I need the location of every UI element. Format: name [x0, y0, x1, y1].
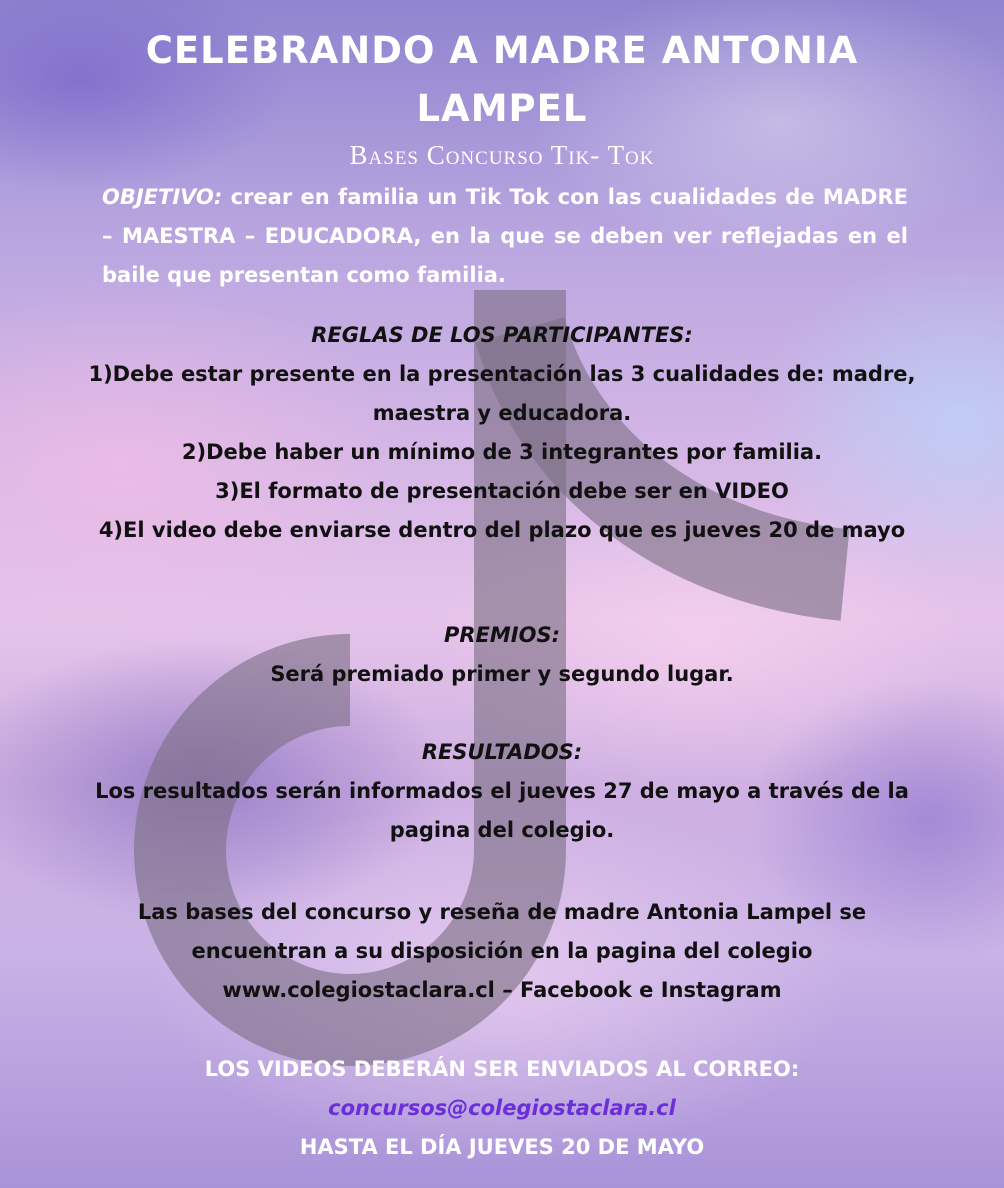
premios-heading: PREMIOS:	[444, 623, 560, 647]
page-subtitle: Bases Concurso Tik- Tok	[349, 140, 655, 170]
page-title: CELEBRANDO A MADRE ANTONIA LAMPEL	[145, 29, 859, 130]
footer-section	[60, 1050, 944, 1167]
reglas-section	[60, 316, 944, 550]
objetivo-text: crear en familia un Tik Tok con las cualidades de MADRE – MAESTRA – EDUCADORA, en la que se deben ver reflejadas en el baile que presentan como familia.	[102, 185, 908, 287]
reglas-heading: REGLAS DE LOS PARTICIPANTES:	[311, 323, 693, 347]
contact-email-link[interactable]: concursos@colegiostaclara.cl	[328, 1096, 676, 1120]
resultados-text: Los resultados serán informados el jueves 27 de mayo a través de la pagina del colegio.	[95, 779, 909, 842]
bases-section	[60, 893, 944, 1010]
regla-item-4: 4)El video debe enviarse dentro del plazo que es jueves 20 de mayo	[98, 518, 906, 542]
objetivo-paragraph	[102, 178, 908, 295]
objetivo-label: OBJETIVO:	[102, 185, 223, 209]
regla-item-1: 1)Debe estar presente en la presentación las 3 cualidades de: madre, maestra y educadora.	[88, 362, 916, 425]
bases-info-text: Las bases del concurso y reseña de madre Antonia Lampel se encuentran a su disposición en la pagina del colegio www.colegiostaclara.cl – Facebook e Instagram	[137, 900, 867, 1002]
footer-line-3: HASTA EL DÍA JUEVES 20 DE MAYO	[299, 1135, 705, 1159]
premios-section	[60, 616, 944, 694]
premios-text: Será premiado primer y segundo lugar.	[270, 662, 734, 686]
resultados-section	[60, 733, 944, 850]
footer-line-1: LOS VIDEOS DEBERÁN SER ENVIADOS AL CORREO:	[204, 1057, 800, 1081]
regla-item-3: 3)El formato de presentación debe ser en VIDEO	[215, 479, 789, 503]
regla-item-2: 2)Debe haber un mínimo de 3 integrantes por familia.	[181, 440, 823, 464]
resultados-heading: RESULTADOS:	[421, 740, 583, 764]
